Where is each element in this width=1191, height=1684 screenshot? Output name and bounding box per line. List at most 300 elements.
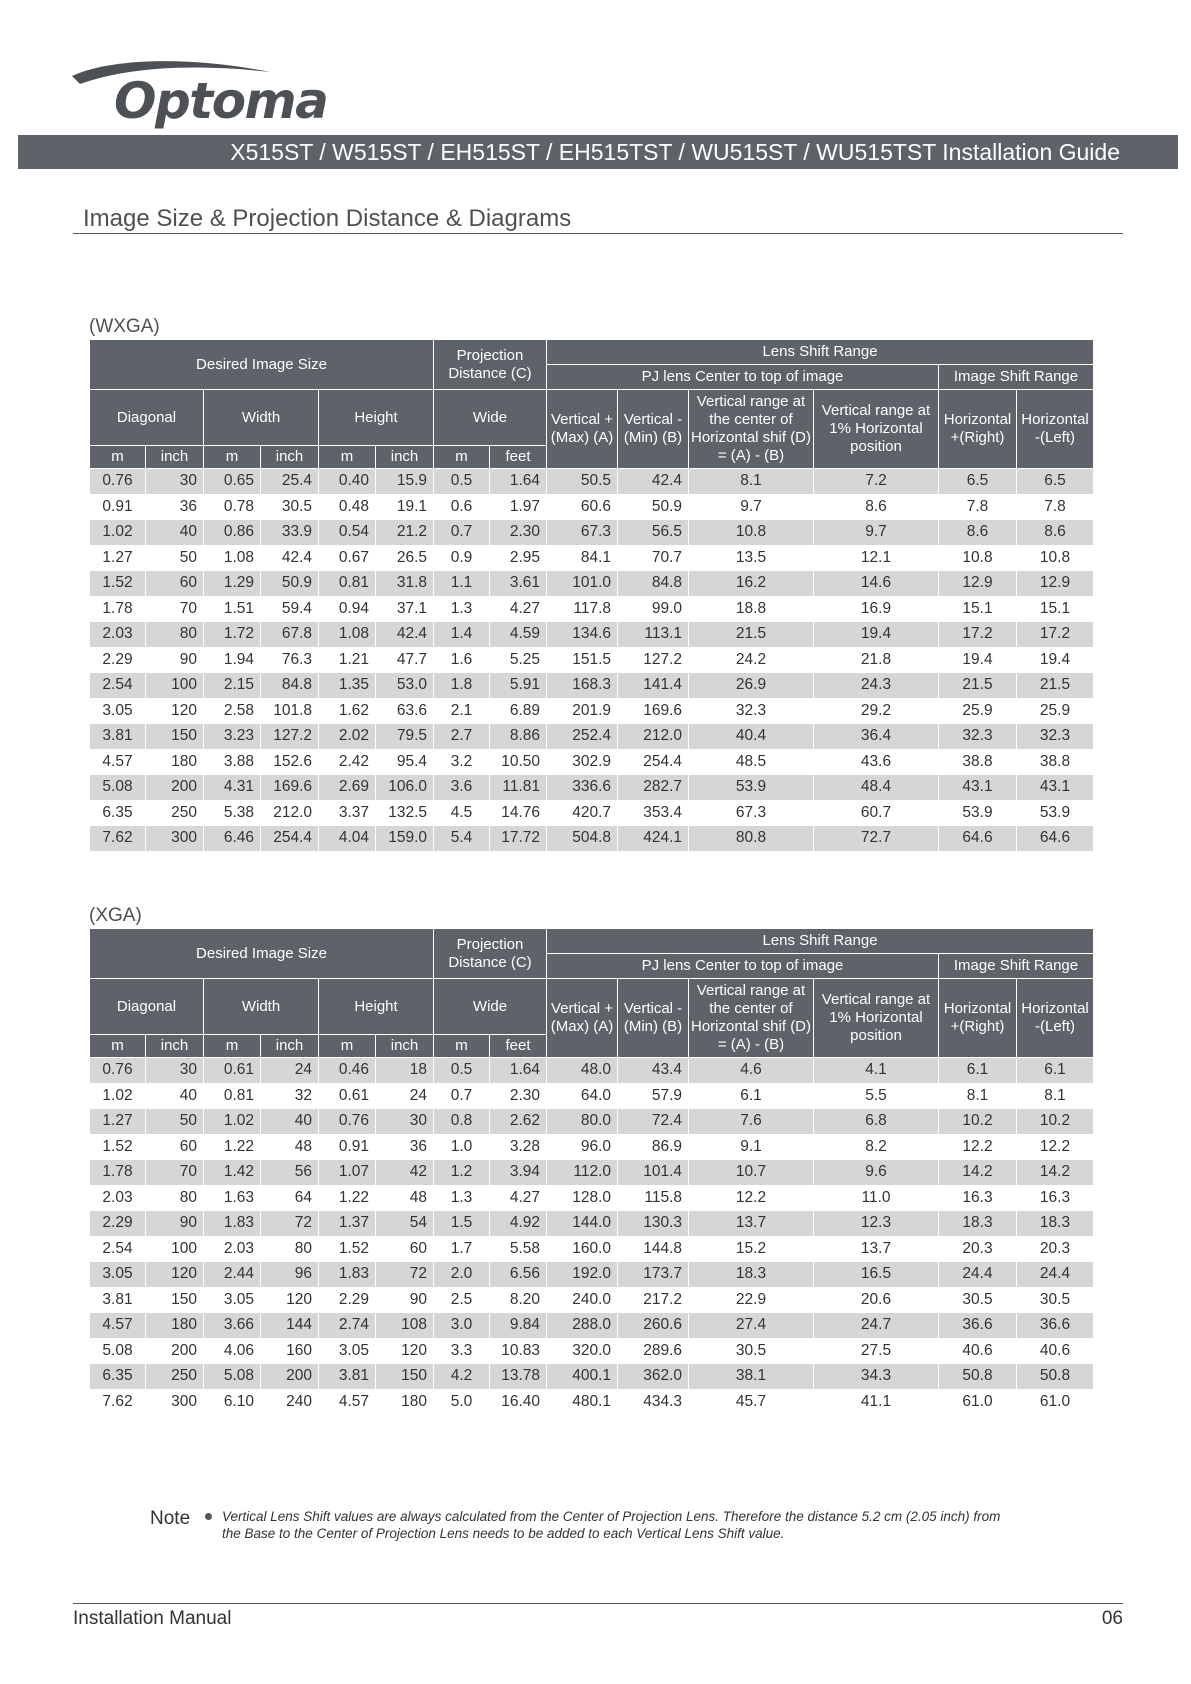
table-cell: 0.76: [90, 469, 146, 495]
table-cell: 5.08: [90, 1338, 146, 1364]
table-cell: 40: [146, 1083, 204, 1109]
table-cell: 2.54: [90, 673, 146, 699]
table-cell: 1.0: [434, 1134, 490, 1160]
table-cell: 106.0: [376, 775, 434, 801]
table-cell: 4.57: [319, 1389, 376, 1415]
table-cell: 0.7: [434, 1083, 490, 1109]
width-header: Width: [204, 979, 319, 1035]
table-cell: 2.1: [434, 698, 490, 724]
unit-header: m: [90, 1035, 146, 1058]
table-cell: 40.4: [689, 724, 814, 750]
table-cell: 72.4: [618, 1109, 689, 1135]
table-cell: 30.5: [939, 1287, 1017, 1313]
table-cell: 1.63: [204, 1185, 261, 1211]
table-cell: 36.6: [939, 1313, 1017, 1339]
table-cell: 21.5: [939, 673, 1017, 699]
table-cell: 8.1: [1017, 1083, 1094, 1109]
table-cell: 141.4: [618, 673, 689, 699]
table-cell: 0.67: [319, 545, 376, 571]
unit-header: m: [319, 446, 376, 469]
table-cell: 42.4: [261, 545, 319, 571]
diagonal-header: Diagonal: [90, 979, 204, 1035]
table-cell: 3.05: [319, 1338, 376, 1364]
table-cell: 2.15: [204, 673, 261, 699]
table-cell: 3.37: [319, 800, 376, 826]
table-cell: 3.94: [490, 1160, 547, 1186]
table-cell: 160.0: [547, 1236, 618, 1262]
table-cell: 0.40: [319, 469, 376, 495]
table-cell: 2.29: [319, 1287, 376, 1313]
table-cell: 18.3: [1017, 1211, 1094, 1237]
lens-shift-range-header: Lens Shift Range: [547, 340, 1094, 365]
table-cell: 1.27: [90, 1109, 146, 1135]
table-cell: 420.7: [547, 800, 618, 826]
table-cell: 8.1: [689, 469, 814, 495]
table-row: [90, 647, 1094, 673]
table-cell: 1.8: [434, 673, 490, 699]
table-cell: 32.3: [689, 698, 814, 724]
table-cell: 480.1: [547, 1389, 618, 1415]
table-cell: 1.64: [490, 1058, 547, 1084]
table-row: [90, 1211, 1094, 1237]
table-cell: 90: [146, 1211, 204, 1237]
table-cell: 26.5: [376, 545, 434, 571]
table-cell: 30.5: [689, 1338, 814, 1364]
unit-header: inch: [376, 446, 434, 469]
table-cell: 2.69: [319, 775, 376, 801]
table-cell: 10.8: [689, 520, 814, 546]
table-cell: 1.07: [319, 1160, 376, 1186]
section-title: Image Size & Projection Distance & Diagrams: [83, 205, 572, 232]
table-cell: 59.4: [261, 596, 319, 622]
table-cell: 24: [376, 1083, 434, 1109]
table-cell: 3.6: [434, 775, 490, 801]
table-cell: 0.81: [204, 1083, 261, 1109]
table-cell: 144: [261, 1313, 319, 1339]
table-cell: 0.8: [434, 1109, 490, 1135]
table-cell: 18.3: [689, 1262, 814, 1288]
table-cell: 27.4: [689, 1313, 814, 1339]
table-cell: 4.5: [434, 800, 490, 826]
table-cell: 10.7: [689, 1160, 814, 1186]
table-cell: 1.51: [204, 596, 261, 622]
wxga-table-label: (WXGA): [89, 316, 160, 337]
table-cell: 30: [376, 1109, 434, 1135]
table-cell: 250: [146, 800, 204, 826]
table-cell: 60.7: [814, 800, 939, 826]
table-row: [90, 596, 1094, 622]
table-cell: 79.5: [376, 724, 434, 750]
table-cell: 60: [146, 571, 204, 597]
table-cell: 80: [261, 1236, 319, 1262]
table-cell: 5.25: [490, 647, 547, 673]
table-cell: 1.08: [319, 622, 376, 648]
table-cell: 38.8: [1017, 749, 1094, 775]
table-cell: 3.23: [204, 724, 261, 750]
table-cell: 302.9: [547, 749, 618, 775]
table-cell: 18.3: [939, 1211, 1017, 1237]
table-cell: 42.4: [618, 469, 689, 495]
table-row: [90, 749, 1094, 775]
table-cell: 150: [376, 1364, 434, 1390]
table-cell: 48: [376, 1185, 434, 1211]
table-cell: 100: [146, 1236, 204, 1262]
table-cell: 5.58: [490, 1236, 547, 1262]
table-cell: 24.4: [1017, 1262, 1094, 1288]
table-cell: 1.72: [204, 622, 261, 648]
logo-wordmark: Optoma: [114, 72, 328, 130]
table-cell: 2.29: [90, 647, 146, 673]
table-cell: 240.0: [547, 1287, 618, 1313]
unit-header: inch: [146, 446, 204, 469]
table-row: [90, 673, 1094, 699]
table-cell: 53.9: [689, 775, 814, 801]
table-cell: 24.7: [814, 1313, 939, 1339]
table-cell: 50.5: [547, 469, 618, 495]
table-row: [90, 1083, 1094, 1109]
table-cell: 1.3: [434, 1185, 490, 1211]
table-cell: 32.3: [1017, 724, 1094, 750]
table-cell: 7.8: [1017, 494, 1094, 520]
table-cell: 72: [376, 1262, 434, 1288]
table-cell: 70: [146, 596, 204, 622]
table-cell: 48.0: [547, 1058, 618, 1084]
table-cell: 56.5: [618, 520, 689, 546]
table-cell: 33.9: [261, 520, 319, 546]
table-cell: 84.1: [547, 545, 618, 571]
table-cell: 24: [261, 1058, 319, 1084]
table-cell: 0.76: [319, 1109, 376, 1135]
table-cell: 21.5: [1017, 673, 1094, 699]
table-cell: 14.6: [814, 571, 939, 597]
section-divider: [73, 233, 1123, 234]
table-cell: 11.81: [490, 775, 547, 801]
table-cell: 36: [146, 494, 204, 520]
table-cell: 30: [146, 1058, 204, 1084]
table-row: [90, 1262, 1094, 1288]
wide-header: Wide: [434, 979, 547, 1035]
horizontal-left-header: Horizontal -(Left): [1017, 979, 1094, 1058]
table-cell: 7.6: [689, 1109, 814, 1135]
table-cell: 353.4: [618, 800, 689, 826]
unit-header: inch: [376, 1035, 434, 1058]
vertical-plus-header: Vertical + (Max) (A): [547, 390, 618, 469]
table-cell: 1.3: [434, 596, 490, 622]
table-cell: 5.0: [434, 1389, 490, 1415]
table-cell: 6.5: [939, 469, 1017, 495]
table-cell: 14.2: [939, 1160, 1017, 1186]
table-cell: 32: [261, 1083, 319, 1109]
table-cell: 2.62: [490, 1109, 547, 1135]
unit-header: feet: [490, 446, 547, 469]
table-cell: 61.0: [1017, 1389, 1094, 1415]
table-cell: 99.0: [618, 596, 689, 622]
table-cell: 8.20: [490, 1287, 547, 1313]
table-cell: 1.97: [490, 494, 547, 520]
table-cell: 3.81: [90, 1287, 146, 1313]
table-cell: 0.7: [434, 520, 490, 546]
diagonal-header: Diagonal: [90, 390, 204, 446]
table-cell: 50.8: [939, 1364, 1017, 1390]
table-cell: 14.2: [1017, 1160, 1094, 1186]
table-cell: 2.29: [90, 1211, 146, 1237]
horizontal-right-header: Horizontal +(Right): [939, 979, 1017, 1058]
unit-header: m: [434, 1035, 490, 1058]
table-cell: 18: [376, 1058, 434, 1084]
table-cell: 4.2: [434, 1364, 490, 1390]
table-cell: 9.7: [689, 494, 814, 520]
table-cell: 180: [146, 1313, 204, 1339]
table-cell: 127.2: [261, 724, 319, 750]
table-cell: 0.65: [204, 469, 261, 495]
table-cell: 70.7: [618, 545, 689, 571]
table-cell: 6.1: [939, 1058, 1017, 1084]
unit-header: m: [319, 1035, 376, 1058]
table-cell: 7.62: [90, 826, 146, 852]
table-cell: 10.8: [939, 545, 1017, 571]
table-cell: 6.56: [490, 1262, 547, 1288]
table-cell: 132.5: [376, 800, 434, 826]
table-cell: 1.37: [319, 1211, 376, 1237]
table-row: [90, 1185, 1094, 1211]
table-cell: 1.08: [204, 545, 261, 571]
table-row: [90, 800, 1094, 826]
table-cell: 1.42: [204, 1160, 261, 1186]
table-cell: 169.6: [261, 775, 319, 801]
bullet-icon: [205, 1513, 212, 1520]
table-cell: 180: [146, 749, 204, 775]
table-cell: 3.28: [490, 1134, 547, 1160]
table-cell: 1.64: [490, 469, 547, 495]
table-cell: 1.5: [434, 1211, 490, 1237]
table-cell: 5.91: [490, 673, 547, 699]
table-cell: 250: [146, 1364, 204, 1390]
table-cell: 160: [261, 1338, 319, 1364]
table-cell: 1.83: [319, 1262, 376, 1288]
table-cell: 36.4: [814, 724, 939, 750]
table-cell: 84.8: [261, 673, 319, 699]
table-cell: 3.3: [434, 1338, 490, 1364]
table-row: [90, 1058, 1094, 1084]
table-cell: 117.8: [547, 596, 618, 622]
table-cell: 45.7: [689, 1389, 814, 1415]
table-cell: 84.8: [618, 571, 689, 597]
table-cell: 0.5: [434, 469, 490, 495]
table-cell: 2.03: [204, 1236, 261, 1262]
table-cell: 8.86: [490, 724, 547, 750]
pj-lens-center-header: PJ lens Center to top of image: [547, 954, 939, 979]
table-cell: 134.6: [547, 622, 618, 648]
table-cell: 6.89: [490, 698, 547, 724]
table-cell: 6.8: [814, 1109, 939, 1135]
table-cell: 53.9: [939, 800, 1017, 826]
table-cell: 10.50: [490, 749, 547, 775]
table-cell: 67.3: [689, 800, 814, 826]
table-cell: 8.6: [939, 520, 1017, 546]
table-cell: 1.35: [319, 673, 376, 699]
table-cell: 61.0: [939, 1389, 1017, 1415]
table-cell: 1.4: [434, 622, 490, 648]
table-cell: 0.81: [319, 571, 376, 597]
table-cell: 1.7: [434, 1236, 490, 1262]
table-cell: 2.03: [90, 1185, 146, 1211]
note-text: Vertical Lens Shift values are always calculated from the Center of Projection Lens. Therefore the distance 5.2 cm (2.05 inch) from the Base to the Center of Projection Lens needs to be added to each Vertical Lens Shift value.: [222, 1509, 1001, 1541]
table-cell: 200: [261, 1364, 319, 1390]
table-cell: 43.6: [814, 749, 939, 775]
table-cell: 6.1: [1017, 1058, 1094, 1084]
table-row: [90, 1313, 1094, 1339]
table-cell: 72.7: [814, 826, 939, 852]
table-cell: 6.10: [204, 1389, 261, 1415]
table-cell: 1.78: [90, 1160, 146, 1186]
table-cell: 50.8: [1017, 1364, 1094, 1390]
footer-title: Installation Manual: [73, 1608, 232, 1629]
table-cell: 0.86: [204, 520, 261, 546]
table-cell: 2.30: [490, 1083, 547, 1109]
table-cell: 1.22: [319, 1185, 376, 1211]
unit-header: inch: [261, 446, 319, 469]
table-cell: 4.59: [490, 622, 547, 648]
table-cell: 4.31: [204, 775, 261, 801]
table-row: [90, 724, 1094, 750]
table-cell: 54: [376, 1211, 434, 1237]
table-cell: 434.3: [618, 1389, 689, 1415]
horizontal-right-header: Horizontal +(Right): [939, 390, 1017, 469]
horizontal-left-header: Horizontal -(Left): [1017, 390, 1094, 469]
table-cell: 260.6: [618, 1313, 689, 1339]
table-cell: 1.27: [90, 545, 146, 571]
table-cell: 0.61: [319, 1083, 376, 1109]
table-cell: 60: [146, 1134, 204, 1160]
table-cell: 34.3: [814, 1364, 939, 1390]
table-cell: 120: [146, 698, 204, 724]
unit-header: feet: [490, 1035, 547, 1058]
vertical-range-1pct-header: Vertical range at 1% Horizontal position: [814, 390, 939, 469]
table-row: [90, 469, 1094, 495]
table-cell: 70: [146, 1160, 204, 1186]
table-cell: 12.2: [689, 1185, 814, 1211]
table-cell: 120: [146, 1262, 204, 1288]
table-cell: 21.8: [814, 647, 939, 673]
table-cell: 7.2: [814, 469, 939, 495]
table-cell: 43.4: [618, 1058, 689, 1084]
table-cell: 0.54: [319, 520, 376, 546]
table-cell: 152.6: [261, 749, 319, 775]
table-cell: 115.8: [618, 1185, 689, 1211]
table-cell: 7.8: [939, 494, 1017, 520]
table-cell: 17.2: [939, 622, 1017, 648]
table-cell: 0.5: [434, 1058, 490, 1084]
table-cell: 200: [146, 775, 204, 801]
table-cell: 504.8: [547, 826, 618, 852]
table-cell: 5.08: [204, 1364, 261, 1390]
table-cell: 80: [146, 1185, 204, 1211]
desired-image-size-header: Desired Image Size: [90, 340, 434, 390]
table-cell: 2.5: [434, 1287, 490, 1313]
table-cell: 240: [261, 1389, 319, 1415]
table-cell: 50.9: [261, 571, 319, 597]
table-cell: 112.0: [547, 1160, 618, 1186]
table-cell: 16.40: [490, 1389, 547, 1415]
table-cell: 12.9: [939, 571, 1017, 597]
table-cell: 64.0: [547, 1083, 618, 1109]
table-row: [90, 1338, 1094, 1364]
table-cell: 13.5: [689, 545, 814, 571]
table-cell: 43.1: [939, 775, 1017, 801]
table-cell: 42: [376, 1160, 434, 1186]
table-cell: 1.62: [319, 698, 376, 724]
table-cell: 16.5: [814, 1262, 939, 1288]
table-cell: 0.61: [204, 1058, 261, 1084]
table-cell: 2.44: [204, 1262, 261, 1288]
table-cell: 96.0: [547, 1134, 618, 1160]
table-cell: 159.0: [376, 826, 434, 852]
table-cell: 72: [261, 1211, 319, 1237]
optoma-logo: [70, 58, 328, 130]
table-cell: 57.9: [618, 1083, 689, 1109]
table-row: [90, 775, 1094, 801]
table-cell: 80: [146, 622, 204, 648]
table-cell: 20.6: [814, 1287, 939, 1313]
table-cell: 5.5: [814, 1083, 939, 1109]
table-cell: 16.9: [814, 596, 939, 622]
table-cell: 4.06: [204, 1338, 261, 1364]
table-cell: 0.9: [434, 545, 490, 571]
table-row: [90, 1389, 1094, 1415]
table-cell: 2.42: [319, 749, 376, 775]
table-cell: 8.6: [1017, 520, 1094, 546]
table-cell: 13.7: [814, 1236, 939, 1262]
table-cell: 16.3: [939, 1185, 1017, 1211]
table-row: [90, 1134, 1094, 1160]
unit-header: m: [90, 446, 146, 469]
table-cell: 6.5: [1017, 469, 1094, 495]
table-cell: 50.9: [618, 494, 689, 520]
table-cell: 5.4: [434, 826, 490, 852]
unit-header: inch: [261, 1035, 319, 1058]
table-cell: 2.74: [319, 1313, 376, 1339]
table-cell: 80.8: [689, 826, 814, 852]
table-cell: 7.62: [90, 1389, 146, 1415]
table-cell: 16.3: [1017, 1185, 1094, 1211]
table-cell: 1.02: [90, 1083, 146, 1109]
table-cell: 60: [376, 1236, 434, 1262]
table-cell: 12.9: [1017, 571, 1094, 597]
table-cell: 3.05: [204, 1287, 261, 1313]
table-cell: 64: [261, 1185, 319, 1211]
pj-lens-center-header: PJ lens Center to top of image: [547, 365, 939, 390]
table-cell: 11.0: [814, 1185, 939, 1211]
table-cell: 5.08: [90, 775, 146, 801]
table-cell: 108: [376, 1313, 434, 1339]
table-cell: 127.2: [618, 647, 689, 673]
table-cell: 150: [146, 1287, 204, 1313]
vertical-minus-header: Vertical - (Min) (B): [618, 979, 689, 1058]
table-cell: 300: [146, 1389, 204, 1415]
table-cell: 362.0: [618, 1364, 689, 1390]
table-cell: 27.5: [814, 1338, 939, 1364]
table-cell: 90: [376, 1287, 434, 1313]
table-cell: 15.1: [1017, 596, 1094, 622]
table-cell: 1.78: [90, 596, 146, 622]
table-row: [90, 1364, 1094, 1390]
table-cell: 25.9: [1017, 698, 1094, 724]
table-cell: 10.83: [490, 1338, 547, 1364]
table-cell: 15.9: [376, 469, 434, 495]
table-cell: 120: [261, 1287, 319, 1313]
table-cell: 48.5: [689, 749, 814, 775]
height-header: Height: [319, 979, 434, 1035]
